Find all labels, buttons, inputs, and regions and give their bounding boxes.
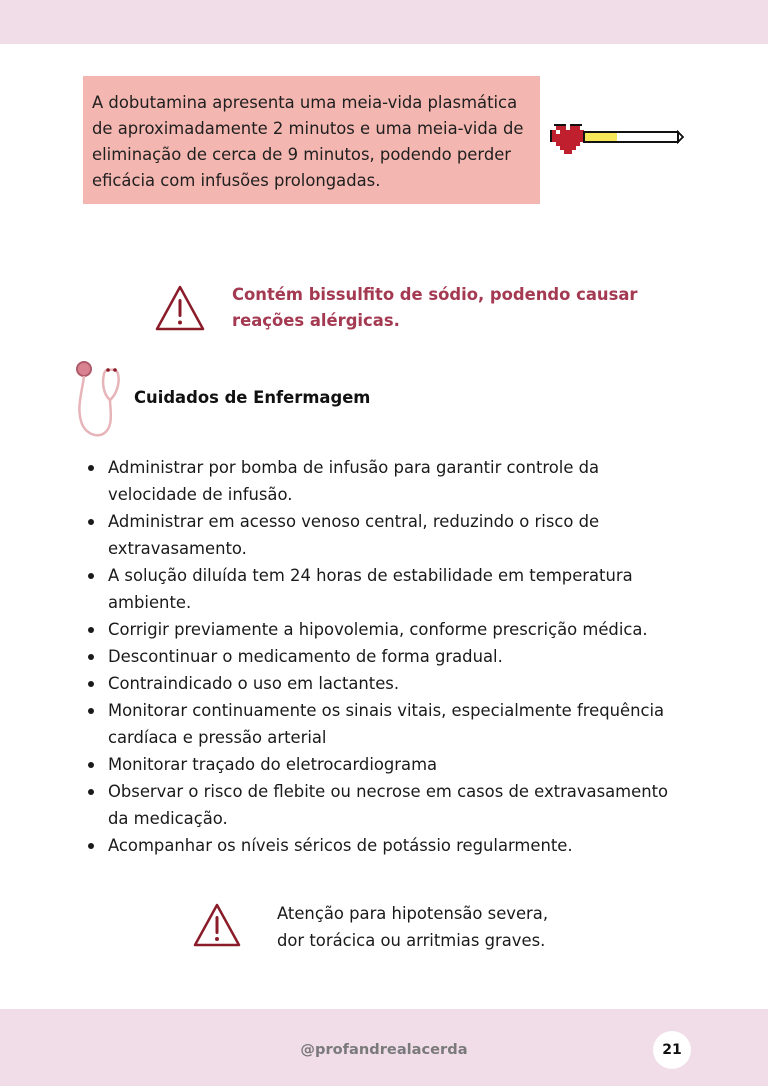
care-item (86, 751, 696, 778)
info-box (83, 76, 540, 204)
info-line: A dobutamina apresenta uma meia-vida plasmática (92, 93, 518, 112)
care-item (86, 832, 696, 859)
care-item (86, 454, 696, 508)
footer-handle: @profandrealacerda (300, 1041, 468, 1058)
care-item-line: Observar o risco de flebite ou necrose em casos de extravasamento (108, 782, 669, 801)
care-item-line: Acompanhar os níveis séricos de potássio regularmente. (108, 836, 573, 855)
care-list (86, 454, 696, 859)
warning-line: reações alérgicas. (232, 311, 400, 330)
care-item-line: Administrar por bomba de infusão para garantir controle da (108, 458, 600, 477)
care-item-line: A solução diluída tem 24 horas de estabilidade em temperatura (108, 566, 633, 585)
warning-line: Contém bissulfito de sódio, podendo causar (232, 285, 638, 304)
care-item (86, 562, 696, 616)
care-item-line: da medicação. (108, 809, 228, 828)
info-line: de aproximadamente 2 minutos e uma meia-vida de (92, 119, 524, 138)
sulfite-warning (232, 282, 652, 334)
care-item-line: Descontinuar o medicamento de forma gradual. (108, 647, 503, 666)
care-item-line: Corrigir previamente a hipovolemia, conforme prescrição médica. (108, 620, 648, 639)
care-item (86, 697, 696, 751)
health-bar-fill (585, 133, 617, 141)
care-item-line: cardíaca e pressão arterial (108, 728, 327, 747)
care-item (86, 670, 696, 697)
top-band (0, 0, 768, 44)
warning-triangle-icon (154, 284, 206, 332)
care-item-line: Monitorar continuamente os sinais vitais, especialmente frequência (108, 701, 665, 720)
section-title: Cuidados de Enfermagem (134, 388, 371, 407)
health-bar-icon (550, 120, 685, 160)
stethoscope-icon (70, 358, 134, 442)
warning-triangle-icon (192, 902, 242, 948)
care-item (86, 616, 696, 643)
care-item (86, 778, 696, 832)
hypotension-warning (277, 900, 597, 954)
warning-line: dor torácica ou arritmias graves. (277, 931, 546, 950)
care-item-line: Administrar em acesso venoso central, reduzindo o risco de (108, 512, 600, 531)
care-item-line: ambiente. (108, 593, 192, 612)
page-number: 21 (653, 1031, 691, 1069)
care-item-line: extravasamento. (108, 539, 247, 558)
care-item-line: Monitorar traçado do eletrocardiograma (108, 755, 438, 774)
care-item (86, 643, 696, 670)
care-item-line: Contraindicado o uso em lactantes. (108, 674, 400, 693)
care-item (86, 508, 696, 562)
info-line: eliminação de cerca de 9 minutos, podendo perder (92, 145, 512, 164)
warning-line: Atenção para hipotensão severa, (277, 904, 549, 923)
info-line: eficácia com infusões prolongadas. (92, 171, 381, 190)
care-item-line: velocidade de infusão. (108, 485, 293, 504)
